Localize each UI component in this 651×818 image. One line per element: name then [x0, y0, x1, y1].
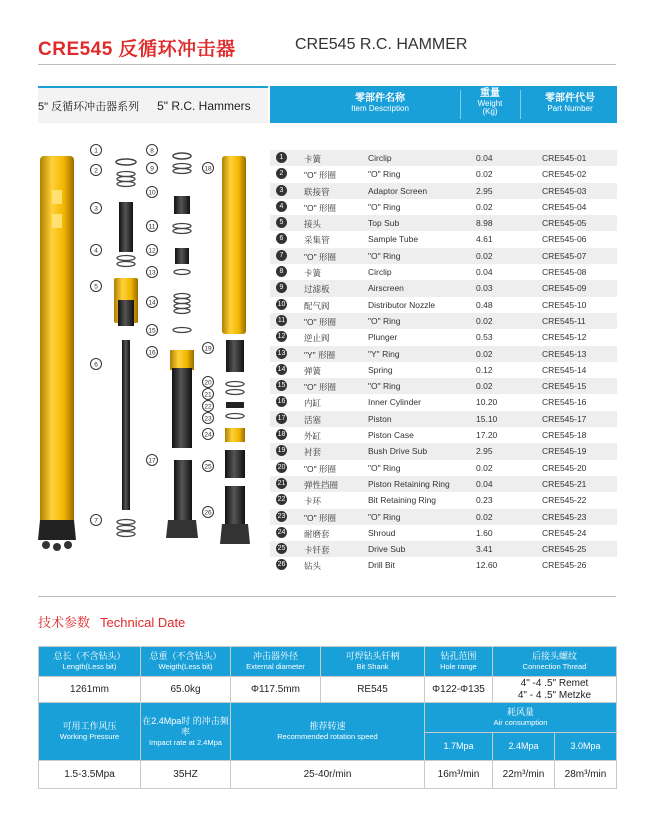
parts-column-a [114, 159, 138, 537]
part-row: 18 外缸 Piston Case 17.20 CRE545-18 [277, 430, 587, 442]
hammer-exploded-diagram [30, 140, 265, 560]
part-row: 9 过滤板 Airscreen 0.03 CRE545-09 [270, 280, 617, 296]
series-cn: 5" 反循环冲击器系列 [38, 100, 140, 113]
col-part-number: 零部件代号 Part Number [545, 93, 595, 113]
callout-22 [203, 401, 214, 412]
part-row: 13 "Y" 形圈 "Y" Ring 0.02 CRE545-13 [270, 346, 617, 362]
val-air-1: 16m³/min [425, 761, 493, 789]
svg-text:1: 1 [94, 147, 98, 155]
assembled-hammer [38, 156, 76, 551]
parts-list [270, 150, 617, 574]
callout-10 [147, 187, 158, 198]
part-row: 26 钻头 Drill Bit 12.60 CRE545-26 [277, 560, 587, 572]
val-hole-range: Φ122-Φ135 [425, 677, 493, 703]
part-row: 3 联接管 Adaptor Screen 2.95 CRE545-03 [270, 183, 617, 199]
callout-19 [203, 343, 214, 354]
callout-17 [147, 455, 158, 466]
svg-text:16: 16 [148, 349, 156, 357]
hdr-air: 耗风量 Air consumption [425, 703, 617, 733]
part-row: 10 配气阀 Distributor Nozzle 0.48 CRE545-10 [277, 299, 587, 311]
val-air-2: 22m³/min [493, 761, 555, 789]
callout-7 [91, 515, 102, 526]
part-row: 19 衬套 Bush Drive Sub 2.95 CRE545-19 [270, 443, 617, 459]
technical-title: 技术参数 Technical Date [38, 615, 186, 630]
svg-text:7: 7 [94, 517, 98, 525]
svg-text:9: 9 [150, 165, 154, 173]
callout-21 [203, 389, 214, 400]
part-row: 12 逆止阀 Plunger 0.53 CRE545-12 [277, 332, 587, 344]
title-divider [38, 64, 616, 65]
callout-25 [203, 461, 214, 472]
part-row: 5 接头 Top Sub 8.98 CRE545-05 [270, 215, 617, 231]
svg-text:19: 19 [204, 345, 212, 353]
part-row: 16 内缸 Inner Cylinder 10.20 CRE545-16 [277, 397, 587, 409]
callout-24 [203, 429, 214, 440]
svg-text:24: 24 [204, 431, 212, 439]
svg-text:20: 20 [204, 379, 212, 387]
callout-9 [147, 163, 158, 174]
svg-text:3: 3 [94, 205, 98, 213]
parts-column-b [166, 153, 198, 538]
callout-2 [91, 165, 102, 176]
col-item: 零部件名称 Item Description [351, 93, 409, 113]
callout-23 [203, 413, 214, 424]
part-row: 24 耐磨套 Shroud 1.60 CRE545-24 [277, 527, 587, 539]
svg-text:15: 15 [148, 327, 156, 335]
callout-13 [147, 267, 158, 278]
part-row: 15 "O" 形圈 "O" Ring 0.02 CRE545-15 [270, 378, 617, 394]
callout-20 [203, 377, 214, 388]
page-title-en: CRE545 R.C. HAMMER [295, 36, 468, 53]
callout-1 [91, 145, 102, 156]
val-bit-shank: RE545 [321, 677, 425, 703]
parts-table-header [270, 86, 617, 123]
page-title-cn: CRE545 反循环冲击器 [38, 39, 236, 60]
hdr-impact-rate: 在2.4Mpa时 的冲击频率 Impact rate at 2.4Mpa [141, 703, 231, 761]
val-impact-rate: 35HZ [141, 761, 231, 789]
val-pressure: 1.5-3.5Mpa [39, 761, 141, 789]
part-row: 2 "O" 形圈 "O" Ring 0.02 CRE545-02 [270, 166, 617, 182]
svg-text:8: 8 [150, 147, 154, 155]
part-row: 20 "O" 形圈 "O" Ring 0.02 CRE545-20 [277, 462, 587, 474]
svg-text:2: 2 [94, 167, 98, 175]
hdr-weight: 总重（不含钻头） Weigth(Less bit) [141, 647, 231, 677]
hdr-diameter: 冲击器外径 External diameter [231, 647, 321, 677]
callout-4 [91, 245, 102, 256]
part-row: 4 "O" 形圈 "O" Ring 0.02 CRE545-04 [270, 199, 617, 215]
hdr-rotation: 推荐转速 Recommended rotation speed [231, 703, 425, 761]
svg-text:18: 18 [204, 165, 212, 173]
technical-table [38, 646, 617, 789]
part-row: 21 弹性挡圈 Piston Retaining Ring 0.04 CRE545-21 [270, 476, 617, 492]
series-label [38, 86, 268, 123]
part-row: 8 卡簧 Circlip 0.04 CRE545-08 [270, 264, 617, 280]
part-row: 22 卡环 Bit Retaining Ring 0.23 CRE545-22 [277, 495, 587, 507]
part-row: 25 卡钎套 Drive Sub 3.41 CRE545-25 [270, 541, 617, 557]
svg-text:13: 13 [148, 269, 156, 277]
val-thread: 4" -4 .5" Remet 4" - 4 .5" Metzke [493, 677, 617, 703]
part-row: 14 弹簧 Spring 0.12 CRE545-14 [277, 364, 587, 376]
svg-text:14: 14 [148, 299, 156, 307]
hdr-air-2: 2.4Mpa [493, 733, 555, 761]
val-rotation: 25-40r/min [231, 761, 425, 789]
svg-text:22: 22 [204, 403, 212, 411]
svg-text:12: 12 [148, 247, 156, 255]
callout-18 [203, 163, 214, 174]
svg-text:26: 26 [204, 509, 212, 517]
svg-text:17: 17 [148, 457, 156, 465]
callout-12 [147, 245, 158, 256]
part-row: 1 卡簧 Circlip 0.04 CRE545-01 [270, 150, 617, 166]
hdr-pressure: 可用工作风压 Working Pressure [39, 703, 141, 761]
hdr-hole-range: 钻孔范围 Hole range [425, 647, 493, 677]
hdr-air-1: 1.7Mpa [425, 733, 493, 761]
part-row: 7 "O" 形圈 "O" Ring 0.02 CRE545-07 [270, 248, 617, 264]
callout-11 [147, 221, 158, 232]
callout-5 [91, 281, 102, 292]
parts-column-c [220, 156, 250, 544]
val-air-3: 28m³/min [555, 761, 617, 789]
col-weight: 重量 Weight (Kg) [477, 88, 503, 116]
hdr-length: 总长（不含钻头） Length(Less bit) [39, 647, 141, 677]
val-weight: 65.0kg [141, 677, 231, 703]
svg-text:6: 6 [94, 361, 98, 369]
callout-markers [91, 145, 214, 526]
callout-16 [147, 347, 158, 358]
svg-text:21: 21 [204, 391, 212, 399]
hdr-bit-shank: 可焊钻头钎柄 Bit Shank [321, 647, 425, 677]
callout-15 [147, 325, 158, 336]
part-row: 11 "O" 形圈 "O" Ring 0.02 CRE545-11 [270, 313, 617, 329]
svg-text:23: 23 [204, 415, 212, 423]
svg-text:25: 25 [204, 463, 212, 471]
callout-3 [91, 203, 102, 214]
val-diameter: Φ117.5mm [231, 677, 321, 703]
callout-6 [91, 359, 102, 370]
section-divider [38, 596, 616, 597]
callout-8 [147, 145, 158, 156]
series-en: 5" R.C. Hammers [157, 98, 251, 113]
callout-26 [203, 507, 214, 518]
svg-text:5: 5 [94, 283, 98, 291]
hdr-thread: 后接头螺纹 Connection Thread [493, 647, 617, 677]
svg-text:4: 4 [94, 247, 98, 255]
val-length: 1261mm [39, 677, 141, 703]
part-row: 17 活塞 Piston 15.10 CRE545-17 [270, 411, 617, 427]
svg-text:11: 11 [148, 223, 156, 231]
svg-text:10: 10 [148, 189, 156, 197]
callout-14 [147, 297, 158, 308]
hdr-air-3: 3.0Mpa [555, 733, 617, 761]
part-row: 23 "O" 形圈 "O" Ring 0.02 CRE545-23 [270, 509, 617, 525]
part-row: 6 采集管 Sample Tube 4.61 CRE545-06 [270, 231, 617, 247]
